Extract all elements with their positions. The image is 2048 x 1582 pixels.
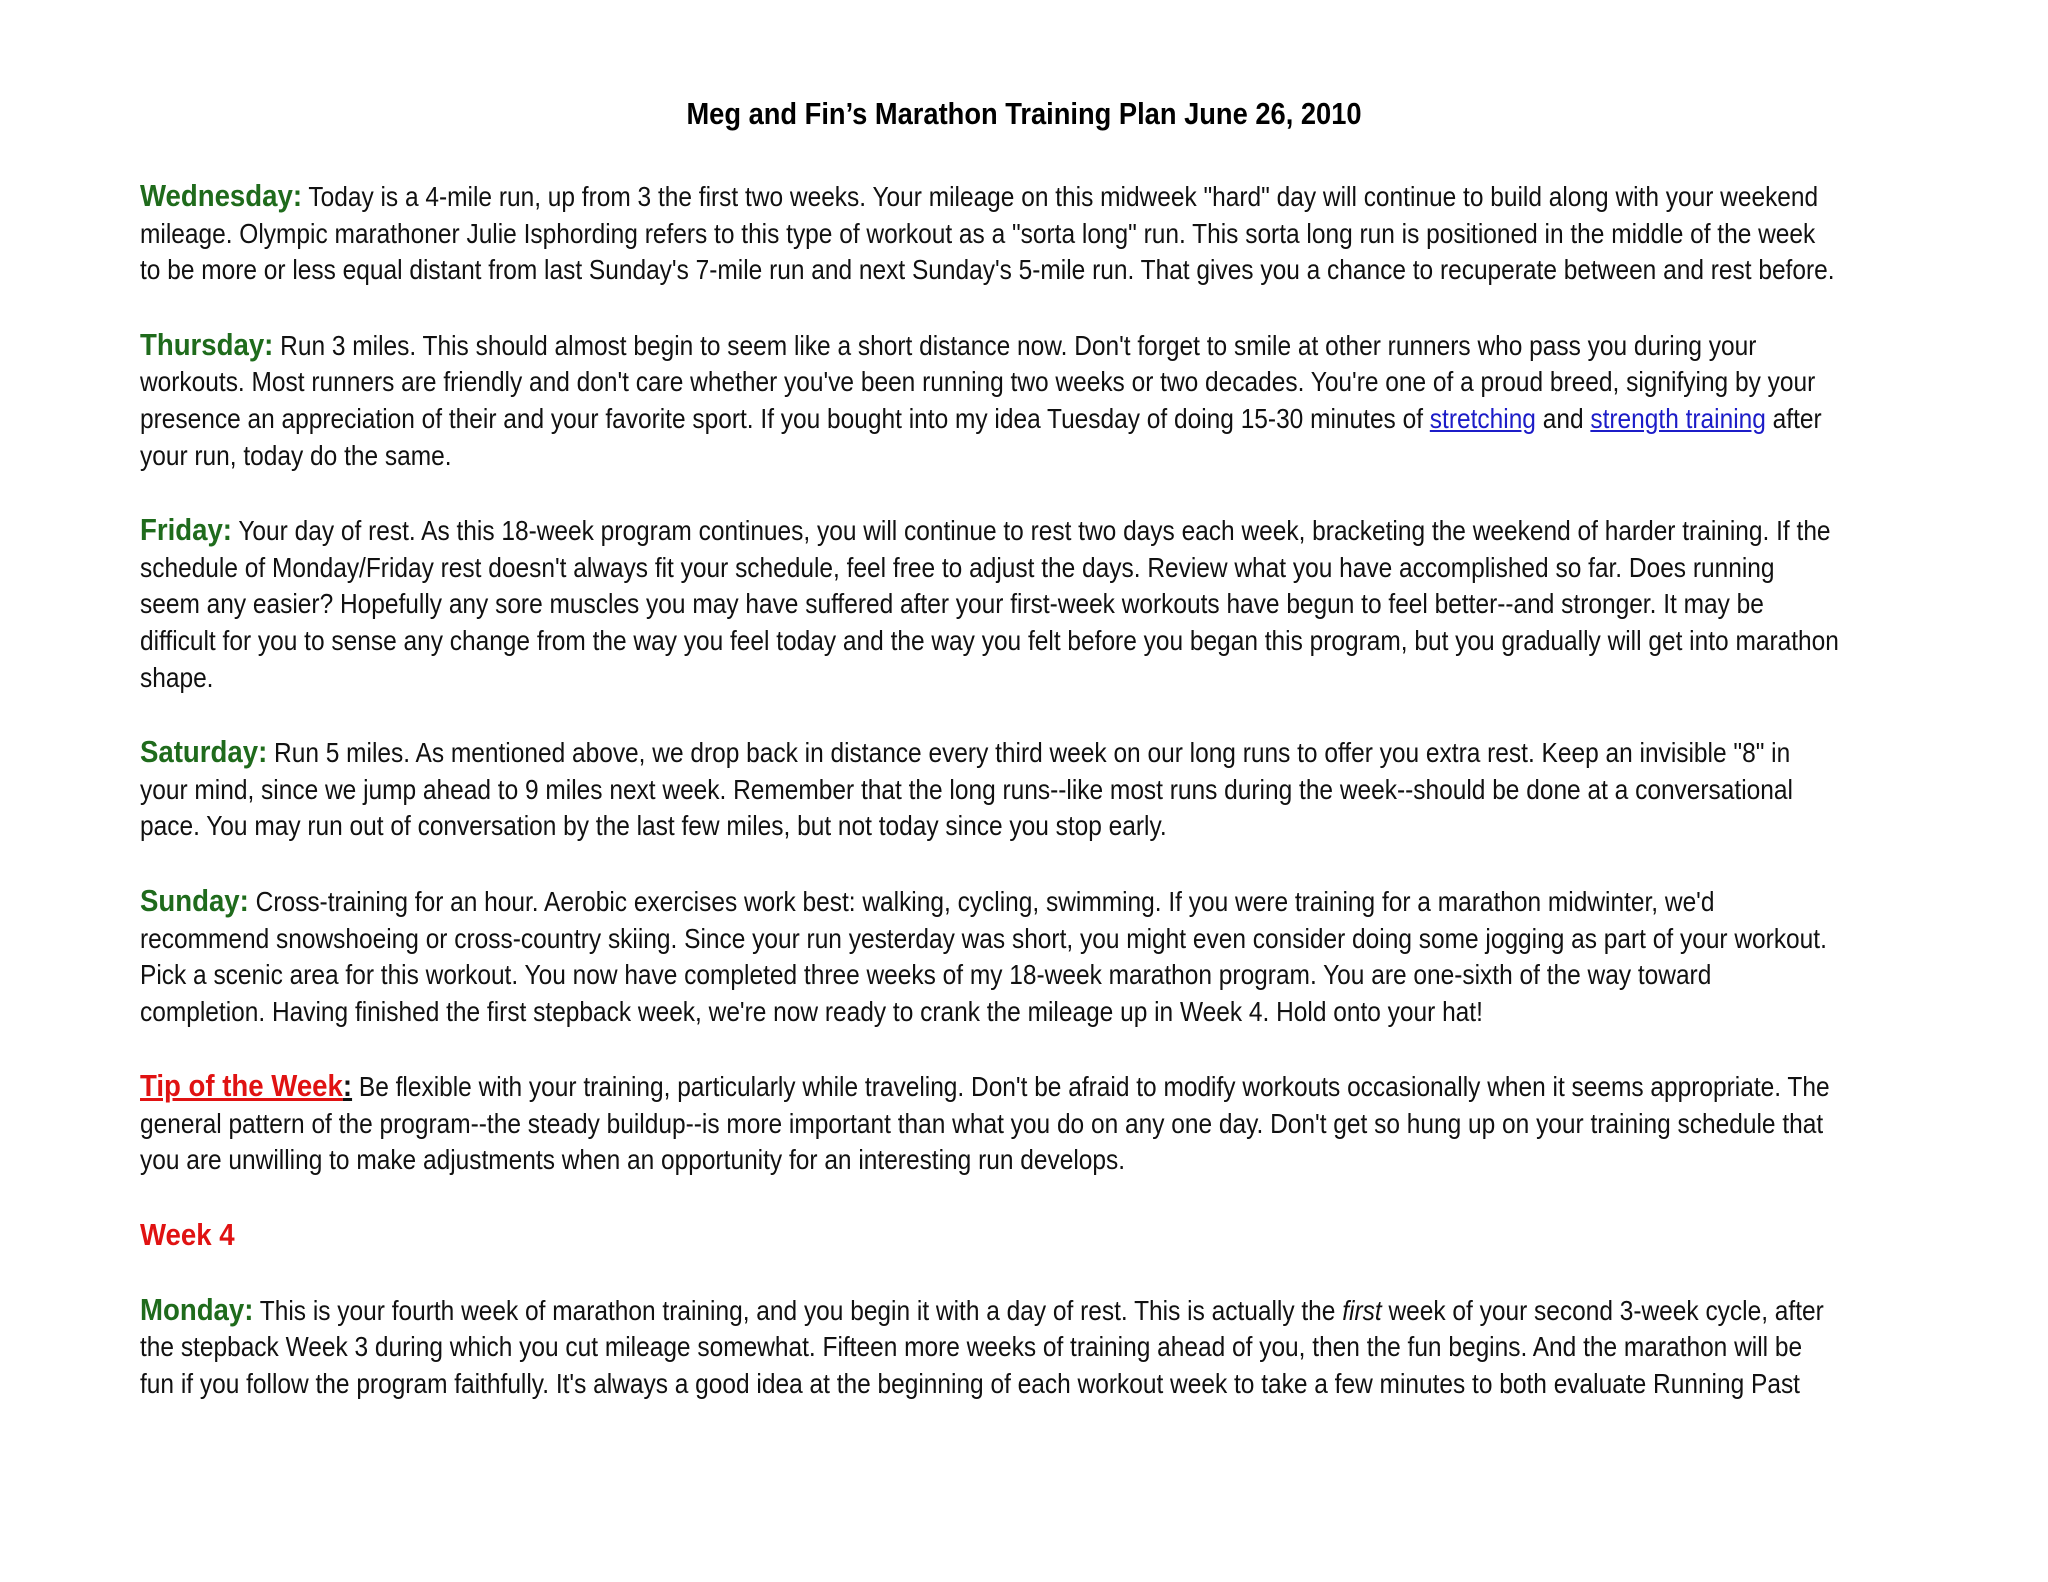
monday-text-after: week of your second 3-week cycle, after the stepback Week 3 during which you cut mileage somewhat. Fifteen more weeks of training ahead of you, then the fun begins. And the marathon will be fun if you follow the program faithfully. It's always a good idea at the beginning of each workout week to take a few minutes to both evaluate Running Past [140,1294,1824,1399]
document-body [140,178,1840,1440]
wednesday-paragraph [140,178,1840,289]
day-label-wednesday: Wednesday: [140,178,303,213]
thursday-text-between: and [1535,402,1591,434]
day-label-friday: Friday: [140,512,232,548]
monday-emphasis-first: first [1342,1294,1382,1326]
week-4-heading: Week 4 [140,1217,235,1253]
friday-text: Your day of rest. As this 18-week program continues, you will continue to rest two days each week, bracketing the weekend of harder training. If the schedule of Monday/Friday rest doesn't always fit your schedule, feel free to adjust the days. Review what you have accomplished so far. Does running seem any easier? Hopefully any sore muscles you may have suffered after your first-week workouts have begun to feel better--and stronger. It may be difficult for you to sense any change from the way you feel today and the way you felt before you began this program, but you gradually will get into marathon shape. [140,515,1839,693]
strength-training-link[interactable]: strength training [1590,402,1766,434]
sunday-text: Cross-training for an hour. Aerobic exercises work best: walking, cycling, swimming. If you were training for a marathon midwinter, we'd recommend snowshoeing or cross-country skiing. Since your run yesterday was short, you might even consider doing some jogging as part of your workout. Pick a scenic area for this workout. You now have completed three weeks of my 18-week marathon program. You are one-sixth of the way toward completion. Having finished the first stepback week, we're now ready to crank the mileage up in Week 4. Hold onto your hat! [140,885,1827,1027]
thursday-text-after: after your run, today do the same. [140,402,1822,471]
day-label-monday: Monday: [140,1291,254,1327]
tip-text: Be flexible with your training, particularly while traveling. Don't be afraid to modify workouts occasionally when it seems appropriate. The general pattern of the program--the steady buildup--is more important than what you do on any one day. Don't get so hung up on your training schedule that you are unwilling to make adjustments when an opportunity for an interesting run develops. [140,1071,1830,1176]
page-title: Meg and Fin’s Marathon Training Plan June 26, 2010 [686,96,1362,131]
wednesday-text: Today is a 4-mile run, up from 3 the first two weeks. Your mileage on this midweek "hard" day will continue to build along with your weekend mileage. Olympic marathoner Julie Isphording refers to this type of workout as a "sorta long" run. This sorta long run is positioned in the middle of the week to be more or less equal distant from last Sunday's 7-mile run and next Sunday's 5-mile run. That gives you a chance to recuperate between and rest before. [140,181,1835,286]
day-label-thursday: Thursday: [140,326,274,362]
saturday-paragraph [140,734,1840,845]
monday-paragraph [140,1292,1840,1403]
stretching-link[interactable]: stretching [1429,402,1536,434]
saturday-text: Run 5 miles. As mentioned above, we drop back in distance every third week on our long runs to offer you extra rest. Keep an invisible "8" in your mind, since we jump ahead to 9 miles next week. Remember that the long runs--like most runs during the week--should be done at a conversational pace. You may run out of conversation by the last few miles, but not today since you stop early. [140,737,1793,842]
tip-of-the-week-label: Tip of the Week [140,1068,343,1104]
thursday-text-before: Run 3 miles. This should almost begin to seem like a short distance now. Don't forget to smile at other runners who pass you during your workouts. Most runners are friendly and don't care whether you've been running two weeks or two decades. You're one of a proud breed, signifying by your presence an appreciation of their and your favorite sport. If you bought into my idea Tuesday of doing 15-30 minutes of [140,329,1816,434]
thursday-paragraph [140,327,1840,474]
monday-text-before: This is your fourth week of marathon training, and you begin it with a day of rest. This is actually the [253,1294,1343,1326]
day-label-sunday: Sunday: [140,882,249,918]
friday-paragraph [140,512,1840,696]
tip-of-the-week-paragraph [140,1068,1840,1179]
tip-colon: : [342,1068,353,1104]
day-label-saturday: Saturday: [140,734,268,770]
sunday-paragraph [140,883,1840,1030]
